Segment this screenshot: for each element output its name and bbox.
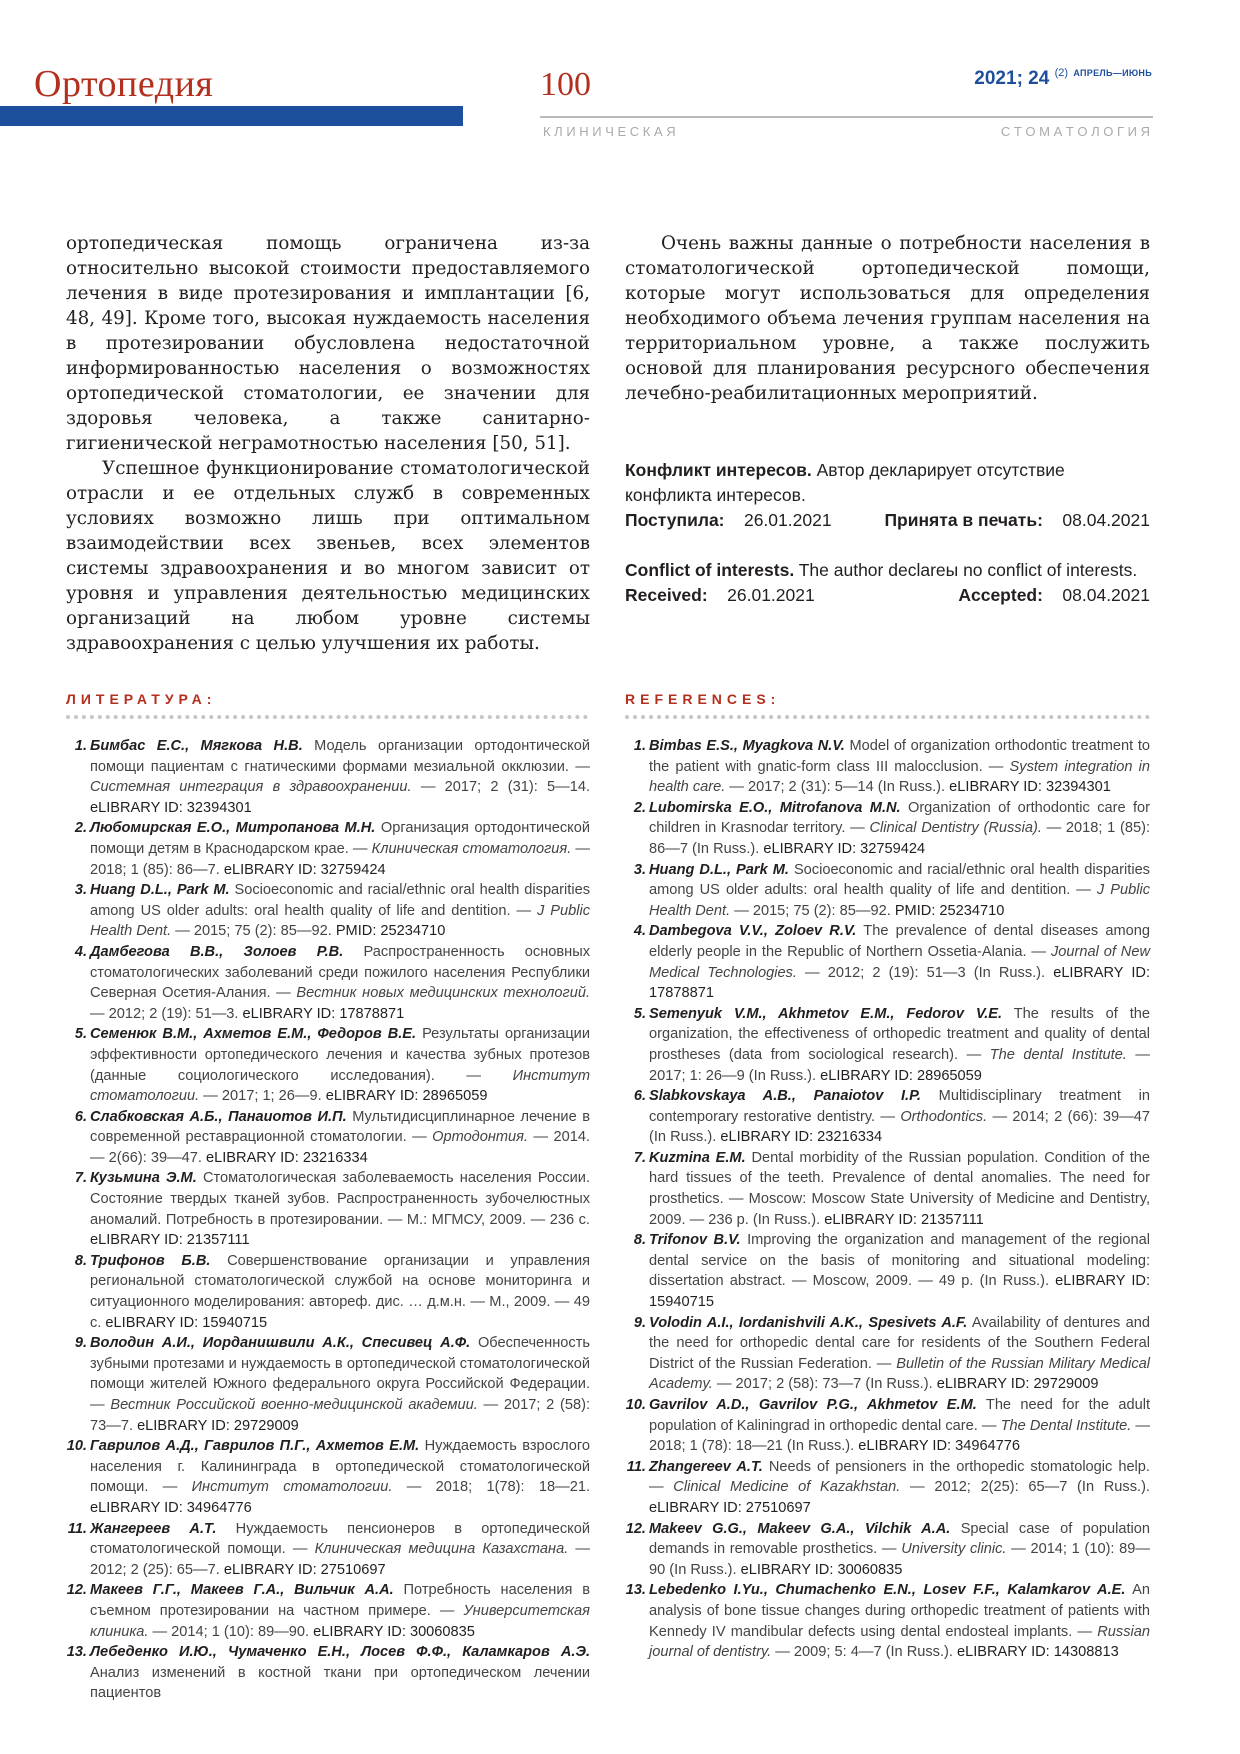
reference-authors: Любомирская Е.О., Митропанова М.Н. [90, 820, 376, 837]
reference-id[interactable]: eLIBRARY ID: 17878871 [242, 1005, 405, 1022]
reference-id[interactable]: eLIBRARY ID: 21357111 [824, 1211, 984, 1228]
literature-heading: ЛИТЕРАТУРА: [66, 691, 217, 707]
header-accent-bar [0, 106, 463, 126]
conflict-label: Конфликт интересов. [625, 460, 812, 480]
reference-number: 7. [74, 1170, 87, 1187]
body-right-column [625, 231, 1150, 406]
reference-source: University clinic. [901, 1541, 1007, 1558]
accepted-date: 08.04.2021 [1062, 510, 1150, 530]
reference-source: The Dental Institute. [1000, 1417, 1132, 1434]
reference-authors: Bimbas E.S., Myagkova N.V. [649, 738, 845, 754]
reference-title: Needs of pensioners in the orthopedic stomatologic help. — [649, 1458, 1150, 1496]
page-number: 100 [540, 66, 591, 103]
reference-id[interactable]: eLIBRARY ID: 34964776 [90, 1499, 252, 1516]
reference-source: Вестник Российской военно-медицинской академии. [110, 1397, 478, 1413]
conflict-text: The author declareы no conflict of interests. [798, 560, 1138, 580]
reference-number: 7. [633, 1149, 646, 1166]
reference-source: Системная интеграция в здравоохранении. [90, 779, 412, 796]
reference-details: — 2017; 1; 26—9. [203, 1088, 322, 1105]
references-divider [625, 715, 1150, 719]
conflict-of-interest-ru [625, 458, 1150, 533]
reference-item [625, 1457, 1150, 1519]
accepted-label: Принята в печать: [884, 510, 1043, 530]
reference-source: The dental Institute. [989, 1046, 1127, 1063]
reference-item [625, 921, 1150, 1003]
reference-title: Socioeconomic and racial/ethnic oral health disparities among US older adults: oral health quality of life and dentition. — [90, 882, 590, 919]
reference-source: Journal of New Medical Technologies. [649, 943, 1151, 981]
reference-item [66, 880, 590, 942]
reference-details: — 2014; 2 (66): 39—47 (In Russ.). [649, 1108, 1150, 1146]
reference-item [66, 1519, 590, 1581]
reference-item [66, 1333, 590, 1436]
reference-item [625, 860, 1150, 922]
reference-id[interactable]: eLIBRARY ID: 30060835 [313, 1623, 475, 1640]
reference-title: Dental morbidity of the Russian population. Condition of the hard tissues of the teeth. Prevalence of dental anomalies. The need for prosthetics. — Moscow: Moscow State University of Medicine and Dentistry, 2009. — 236 p. (In Russ.). [649, 1149, 1150, 1228]
reference-id[interactable]: eLIBRARY ID: 15940715 [649, 1273, 1151, 1311]
reference-title: Результаты организации эффективности ортопедического лечения и качества зубных протезов (данные социологического исследования). — [90, 1026, 590, 1084]
reference-id[interactable]: eLIBRARY ID: 29729009 [137, 1417, 299, 1434]
reference-title: Анализ изменений в костной ткани при ортопедическом лечении пациентов [90, 1664, 590, 1702]
reference-source: Клиническая медицина Казахстана. [314, 1541, 569, 1558]
reference-item [66, 1024, 590, 1106]
reference-item [625, 1230, 1150, 1312]
reference-details: — 2014. — 2(66): 39—47. [90, 1129, 590, 1166]
reference-item [66, 1580, 590, 1642]
reference-item [66, 1168, 590, 1250]
reference-authors: Huang D.L., Park M. [90, 882, 230, 899]
reference-title: Нуждаемость пенсионеров в ортопедической стоматологической помощи. — [90, 1520, 590, 1558]
reference-details: — 2017; 2 (58): 73—7 (In Russ.). [716, 1376, 933, 1393]
reference-authors: Makeev G.G., Makeev G.A., Vilchik A.A. [649, 1520, 951, 1537]
literature-list [66, 736, 590, 1704]
reference-item [66, 942, 590, 1024]
section-title: Ортопедия [34, 63, 214, 105]
literature-divider [66, 715, 588, 719]
reference-id[interactable]: eLIBRARY ID: 29729009 [936, 1376, 1099, 1393]
reference-authors: Lubomirska E.O., Mitrofanova M.N. [649, 799, 901, 816]
reference-details: — 2018; 1 (85): 86—7 (In Russ.). [649, 820, 1151, 857]
reference-number: 11. [626, 1458, 646, 1475]
reference-title: Совершенствование организации и управления региональной стоматологической службой на основе мониторинга и ситуационного моделирования: автореф. дис. … д.м.н. — М., 2009. — 49 с. [90, 1252, 590, 1331]
reference-title: Multidisciplinary treatment in contemporary restorative dentistry. — [649, 1088, 1150, 1125]
issue-year: 2021; 24 [974, 68, 1050, 89]
reference-number: 8. [633, 1232, 646, 1249]
reference-details: — 2018; 1 (85): 86—7. [90, 840, 590, 878]
conflict-label: Conflict of interests. [625, 560, 795, 580]
reference-details: — 2018; 1 (78): 18—21 (In Russ.). [649, 1417, 1150, 1455]
reference-title: Организация ортодонтической помощи детям в Краснодарском крае. — [90, 820, 590, 857]
reference-title: Обеспеченность зубными протезами и нуждаемость в ортопедической стоматологической помощи жителей Южного федерального округа Российской Федерации. — [90, 1335, 590, 1413]
reference-authors: Кузьмина Э.М. [90, 1170, 197, 1187]
reference-title: The results of the organization, the effectiveness of orthopedic treatment and quality of dental prostheses (data from sociological research). — [649, 1005, 1150, 1063]
reference-id[interactable]: PMID: 25234710 [335, 923, 446, 940]
reference-number: 5. [74, 1026, 87, 1043]
reference-details: — 2009; 5: 4—7 (In Russ.). [775, 1644, 953, 1661]
reference-number: 6. [74, 1108, 87, 1125]
reference-title: Organization of orthodontic care for children in Krasnodar territory. — [649, 799, 1150, 837]
reference-item [66, 1251, 590, 1333]
reference-title: Распространенность основных стоматологических заболеваний среди пожилого населения Республики Северная Осетия-Алания. — [90, 943, 590, 1002]
reference-title: The need for the adult population of Kaliningrad in orthopedic dental care. — [649, 1397, 1150, 1434]
reference-title: Model of organization orthodontic treatment to the patient with gnatic-form class III malocclusion. — [649, 738, 1150, 775]
reference-title: Нуждаемость взрослого населения г. Калининграда в ортопедической стоматологической помощи. — [90, 1438, 590, 1496]
reference-details: — 2017; 1: 26—9 (In Russ.). [649, 1046, 1150, 1084]
reference-number: 12. [66, 1582, 87, 1599]
reference-source: Университетская клиника. [90, 1602, 590, 1640]
reference-details: — 2017; 2 (58): 73—7. [90, 1397, 590, 1434]
reference-id[interactable]: eLIBRARY ID: 28965059 [820, 1067, 982, 1084]
reference-title: The prevalence of dental diseases among elderly people in the Republic of Northern Ossetia-Alania. — [649, 923, 1150, 960]
reference-item [625, 1395, 1150, 1457]
reference-title: Special case of population demands in removable prosthetics. — [649, 1520, 1150, 1558]
body-left-column [66, 231, 590, 656]
reference-item [625, 1519, 1150, 1581]
reference-number: 13. [625, 1582, 646, 1599]
reference-title: Socioeconomic and racial/ethnic oral health disparities among US older adults: oral health quality of life and dentition. — [649, 861, 1150, 899]
reference-id[interactable]: eLIBRARY ID: 34964776 [858, 1438, 1021, 1455]
reference-number: 2. [633, 799, 646, 816]
reference-details: — 2012; 2 (25): 65—7. [90, 1541, 590, 1578]
header-rule [540, 116, 1153, 118]
reference-authors: Kuzmina E.M. [649, 1149, 746, 1166]
conflict-text: Автор декларирует отсутствие конфликта интересов. [625, 460, 1065, 505]
reference-number: 6. [633, 1088, 646, 1105]
reference-id[interactable]: eLIBRARY ID: 32759424 [223, 861, 386, 878]
reference-details: — 2012; 2 (19): 51—3. [90, 1005, 239, 1022]
reference-id[interactable]: PMID: 25234710 [894, 902, 1005, 919]
issue-info [974, 68, 1152, 90]
reference-number: 4. [74, 943, 87, 960]
reference-number: 10. [625, 1397, 646, 1413]
reference-number: 9. [633, 1314, 646, 1331]
accepted-label: Accepted: [958, 585, 1043, 605]
reference-item [625, 1148, 1150, 1230]
reference-title: Стоматологическая заболеваемость населения России. Состояние твердых тканей зубов. Распространенность зубочелюстных аномалий. Потребность в протезировании. — М.: МГМСУ, 2009. — 236 с. [90, 1170, 590, 1228]
reference-number: 3. [74, 882, 87, 899]
accepted-date: 08.04.2021 [1062, 585, 1150, 605]
reference-number: 2. [74, 820, 87, 837]
reference-item [625, 1313, 1150, 1395]
reference-source: Russian journal of dentistry. [649, 1623, 1150, 1661]
reference-item [625, 798, 1150, 860]
journal-name-word-1: К Л И Н И Ч Е С К А Я [543, 124, 676, 139]
reference-details: — 2017; 2 (31): 5—14. [420, 779, 591, 796]
reference-authors: Слабковская А.Б., Панаиотов И.П. [90, 1108, 347, 1125]
body-paragraph: ортопедическая помощь ограничена из-за относительно высокой стоимости предоставляемого лечения в виде протезирования и имплантации [6, 48, 49]. Кроме того, высокая нуждаемость населения в протезировании обусловлена недостаточной информированностью населения о возможностях ортопедической стоматологии, ее значении для здоровья человека, а также санитарно-гигиенической неграмотностью населения [50, 51]. [66, 233, 590, 454]
reference-source: Ортодонтия. [432, 1129, 529, 1146]
reference-details: — 2014; 1 (10): 89—90. [152, 1623, 310, 1640]
reference-source: Институт стоматологии. [191, 1479, 393, 1496]
reference-details: — 2012; 2 (19): 51—3 (In Russ.). [805, 964, 1046, 981]
reference-details: — 2014; 1 (10): 89—90 (In Russ.). [649, 1541, 1150, 1578]
reference-id[interactable]: eLIBRARY ID: 21357111 [90, 1232, 250, 1249]
issue-number: (2) [1054, 67, 1069, 79]
reference-source: Клиническая стоматология. [371, 840, 572, 857]
reference-authors: Лебеденко И.Ю., Чумаченко Е.Н., Лосев Ф.Ф., Каламкаров А.Э. [90, 1644, 590, 1661]
reference-source: Институт стоматологии. [90, 1067, 590, 1105]
reference-source: Bulletin of the Russian Military Medical Academy. [649, 1355, 1150, 1393]
reference-number: 13. [66, 1644, 87, 1661]
reference-authors: Trifonov B.V. [649, 1232, 741, 1249]
reference-title: Availability of dentures and the need for orthopedic dental care for residents of the Southern Federal District of the Russian Federation. — [649, 1314, 1151, 1372]
reference-source: J Public Health Dent. [649, 882, 1150, 919]
reference-id[interactable]: eLIBRARY ID: 17878871 [649, 964, 1150, 1002]
reference-authors: Бимбас Е.С., Мягкова Н.В. [90, 738, 303, 754]
reference-id[interactable]: eLIBRARY ID: 15940715 [105, 1314, 268, 1331]
references-list [625, 736, 1150, 1663]
reference-authors: Володин А.И., Иорданишвили А.К., Спесивец А.Ф. [90, 1335, 471, 1352]
reference-number: 9. [74, 1335, 87, 1352]
reference-details: — 2018; 1(78): 18—21. [406, 1479, 591, 1496]
reference-authors: Volodin A.I., Iordanishvili A.K., Spesivets A.F. [649, 1314, 968, 1331]
received-label: Received: [625, 585, 708, 605]
reference-authors: Гаврилов А.Д., Гаврилов П.Г., Ахметов Е.М. [90, 1438, 420, 1455]
reference-authors: Semenyuk V.M., Akhmetov E.M., Fedorov V.E. [649, 1005, 1003, 1022]
reference-source: Clinical Dentistry (Russia). [869, 820, 1042, 837]
issue-period: АПРЕЛЬ—ИЮНЬ [1073, 68, 1152, 78]
conflict-of-interest-en [625, 558, 1150, 608]
reference-source: Вестник новых медицинских технологий. [296, 985, 590, 1002]
reference-authors: Семенюк В.М., Ахметов Е.М., Федоров В.Е. [90, 1026, 417, 1043]
reference-item [66, 1642, 590, 1704]
reference-item [66, 736, 590, 818]
reference-source: System integration in health care. [649, 758, 1150, 796]
reference-number: 1. [633, 738, 646, 754]
reference-item [625, 1086, 1150, 1148]
received-date: 26.01.2021 [727, 585, 815, 605]
journal-name-word-2: С Т О М А Т О Л О Г И Я [1000, 124, 1150, 139]
reference-authors: Slabkovskaya A.B., Panaiotov I.P. [649, 1088, 921, 1105]
reference-number: 11. [67, 1520, 87, 1537]
reference-id[interactable]: eLIBRARY ID: 14308813 [956, 1644, 1119, 1661]
reference-source: Clinical Medicine of Kazakhstan. [673, 1479, 901, 1496]
reference-number: 8. [74, 1252, 87, 1269]
reference-id[interactable]: eLIBRARY ID: 27510697 [649, 1499, 811, 1516]
reference-source: Orthodontics. [900, 1108, 988, 1125]
reference-item [625, 1004, 1150, 1086]
reference-details: — 2015; 75 (2): 85—92. [175, 923, 332, 940]
reference-id[interactable]: eLIBRARY ID: 32394301 [90, 799, 252, 816]
reference-id[interactable]: eLIBRARY ID: 27510697 [223, 1561, 386, 1578]
reference-authors: Gavrilov A.D., Gavrilov P.G., Akhmetov E.M. [649, 1397, 977, 1413]
journal-name [543, 124, 1150, 139]
body-paragraph: Очень важны данные о потребности населения в стоматологической ортопедической помощи, которые могут использоваться для определения необходимого объема лечения группам населения на территориальном уровне, а также послужить основой для планирования ресурсного обеспечения лечебно-реабилитационных мероприятий. [625, 233, 1150, 404]
reference-details: — 2012; 2(25): 65—7 (In Russ.). [910, 1479, 1150, 1496]
reference-details: — 2015; 75 (2): 85—92. [734, 902, 891, 919]
reference-details: — 2017; 2 (31): 5—14 (In Russ.). [729, 779, 946, 796]
reference-authors: Huang D.L., Park M. [649, 861, 789, 878]
reference-number: 4. [633, 923, 646, 940]
received-date: 26.01.2021 [743, 510, 832, 530]
body-paragraph: Успешное функционирование стоматологической отрасли и ее отдельных служб в современных условиях возможно лишь при оптимальном взаимодействии всех звеньев, всех элементов системы здравоохранения и во многом зависит от уровня и управления деятельностью медицинских организаций на любом уровне системы здравоохранения с целью улучшения их работы. [66, 458, 590, 654]
reference-authors: Lebedenko I.Yu., Chumachenko E.N., Losev F.F., Kalamkarov A.E. [649, 1582, 1126, 1599]
received-label: Поступила: [625, 510, 725, 530]
reference-number: 3. [633, 861, 646, 878]
reference-number: 1. [74, 738, 87, 754]
reference-authors: Zhangereev A.T. [649, 1458, 763, 1475]
reference-title: Потребность населения в съемном протезировании на частном примере. — [90, 1582, 590, 1619]
reference-id[interactable]: eLIBRARY ID: 30060835 [740, 1561, 903, 1578]
reference-number: 10. [66, 1438, 87, 1455]
reference-title: Мультидисциплинарное лечение в современной реставрационной стоматологии. — [90, 1108, 591, 1146]
reference-number: 12. [625, 1520, 646, 1537]
reference-title: An analysis of bone tissue changes during orthopedic treatment of patients with Kennedy IV mandibular defects using dental endosteal implants. — [649, 1582, 1150, 1640]
reference-item [625, 1580, 1150, 1662]
reference-id[interactable]: eLIBRARY ID: 23216334 [206, 1149, 368, 1166]
reference-id[interactable]: eLIBRARY ID: 28965059 [325, 1088, 488, 1105]
reference-number: 5. [633, 1005, 646, 1022]
reference-item [66, 1436, 590, 1518]
reference-item [625, 736, 1150, 798]
reference-authors: Дамбегова В.В., Золоев Р.В. [90, 943, 344, 960]
reference-source: J Public Health Dent. [90, 902, 590, 940]
reference-id[interactable]: eLIBRARY ID: 32759424 [763, 840, 926, 857]
reference-item [66, 818, 590, 880]
reference-authors: Трифонов Б.В. [90, 1252, 211, 1269]
reference-authors: Макеев Г.Г., Макеев Г.А., Вильчик А.А. [90, 1582, 394, 1599]
reference-id[interactable]: eLIBRARY ID: 32394301 [949, 779, 1111, 796]
reference-authors: Жангереев А.Т. [90, 1520, 217, 1537]
reference-title: Модель организации ортодонтической помощи пациентам с гнатическими формами мезиальной окклюзии. — [90, 738, 590, 775]
reference-authors: Dambegova V.V., Zoloev R.V. [649, 923, 857, 940]
reference-id[interactable]: eLIBRARY ID: 23216334 [720, 1129, 883, 1146]
references-heading: REFERENCES: [625, 691, 781, 707]
reference-title: Improving the organization and management of the regional dental service on the basis of monitoring and situational modeling: dissertation abstract. — Moscow, 2009. — 49 p. (In Russ.). [649, 1232, 1151, 1290]
reference-item [66, 1107, 590, 1169]
